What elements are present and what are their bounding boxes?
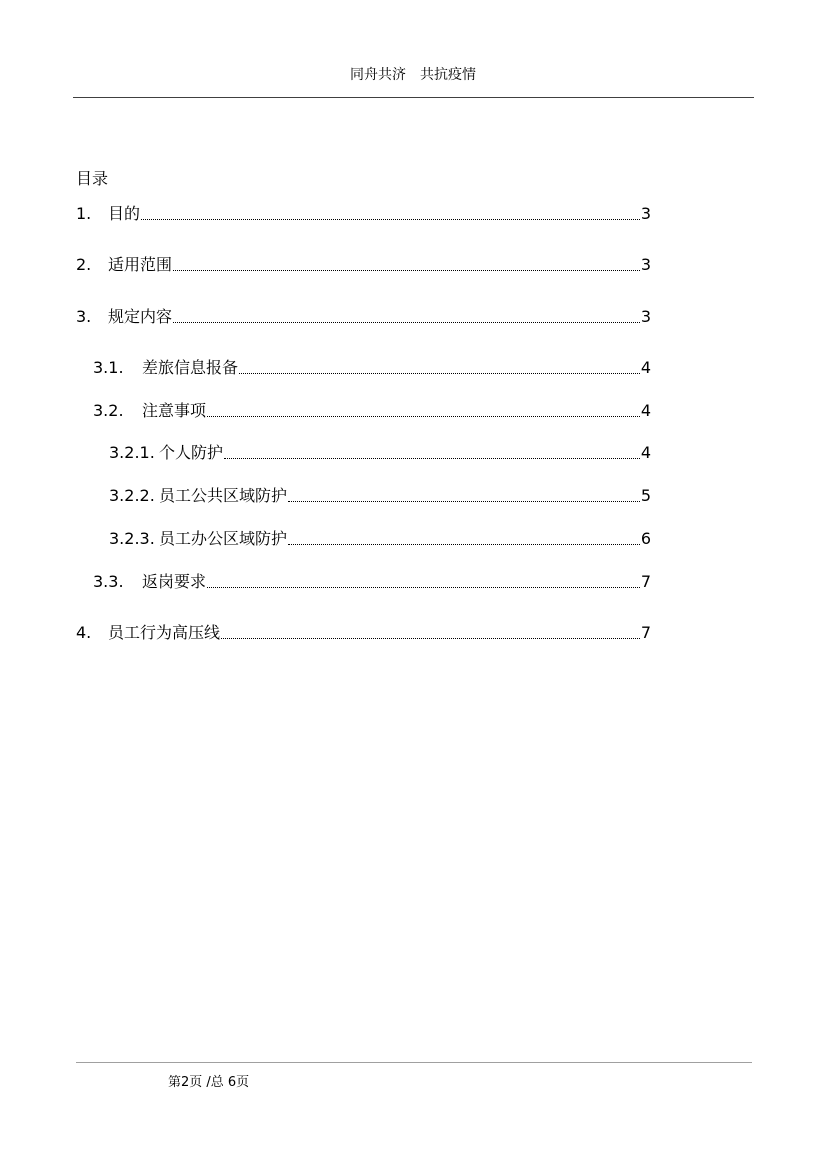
toc-entry-page: 3 (640, 204, 651, 223)
toc-entry-number: 4. (76, 623, 92, 642)
toc-dot-leader (288, 501, 640, 502)
toc-entry-3-1[interactable] (93, 356, 651, 378)
toc-dot-leader (207, 587, 640, 588)
toc-entry-3-2-2[interactable] (109, 484, 651, 506)
header-rule (73, 97, 754, 98)
toc-entry-text: 员工办公区域防护 (159, 529, 288, 548)
toc-entry-number: 3.2.2. (109, 486, 155, 505)
toc-entry-page: 3 (640, 307, 651, 326)
toc-dot-leader (221, 638, 640, 639)
toc-entry-number: 3.1. (93, 358, 124, 377)
page-number-footer: 第2页 /总 6页 (168, 1075, 250, 1090)
toc-entry-text: 返岗要求 (142, 572, 207, 591)
toc-entry-3-2-1[interactable] (109, 441, 651, 463)
toc-entry-text: 员工行为高压线 (108, 623, 221, 642)
toc-entry-3[interactable] (76, 305, 651, 327)
toc-entry-2[interactable] (76, 253, 651, 275)
toc-entry-3-2-3[interactable] (109, 527, 651, 549)
toc-entry-number: 3.3. (93, 572, 124, 591)
toc-entry-number: 3.2.3. (109, 529, 155, 548)
page-header: 同舟共济 共抗疫情 (350, 67, 476, 83)
toc-entry-3-2[interactable] (93, 399, 651, 421)
toc-dot-leader (173, 270, 640, 271)
toc-entry-text: 规定内容 (108, 307, 173, 326)
toc-entry-text: 目的 (108, 204, 141, 223)
toc-entry-page: 7 (640, 623, 651, 642)
toc-entry-1[interactable] (76, 202, 651, 224)
toc-entry-number: 3.2.1. (109, 443, 155, 462)
toc-dot-leader (173, 322, 640, 323)
toc-entry-text: 个人防护 (159, 443, 224, 462)
toc-entry-page: 4 (640, 358, 651, 377)
toc-entry-number: 3. (76, 307, 92, 326)
footer-rule (76, 1062, 752, 1063)
toc-entry-page: 5 (640, 486, 651, 505)
toc-entry-page: 6 (640, 529, 651, 548)
toc-dot-leader (288, 544, 640, 545)
toc-dot-leader (207, 416, 640, 417)
toc-entry-text: 注意事项 (142, 401, 207, 420)
toc-entry-page: 7 (640, 572, 651, 591)
toc-entry-number: 1. (76, 204, 92, 223)
toc-entry-text: 员工公共区域防护 (159, 486, 288, 505)
toc-entry-page: 3 (640, 255, 651, 274)
toc-dot-leader (141, 219, 640, 220)
toc-entry-page: 4 (640, 443, 651, 462)
toc-entry-4[interactable] (76, 621, 651, 643)
toc-entry-number: 2. (76, 255, 92, 274)
toc-entry-text: 适用范围 (108, 255, 173, 274)
toc-entry-text: 差旅信息报备 (142, 358, 239, 377)
toc-entry-number: 3.2. (93, 401, 124, 420)
toc-dot-leader (239, 373, 640, 374)
toc-entry-3-3[interactable] (93, 570, 651, 592)
toc-title: 目录 (76, 169, 109, 188)
toc-entry-page: 4 (640, 401, 651, 420)
toc-dot-leader (224, 458, 640, 459)
